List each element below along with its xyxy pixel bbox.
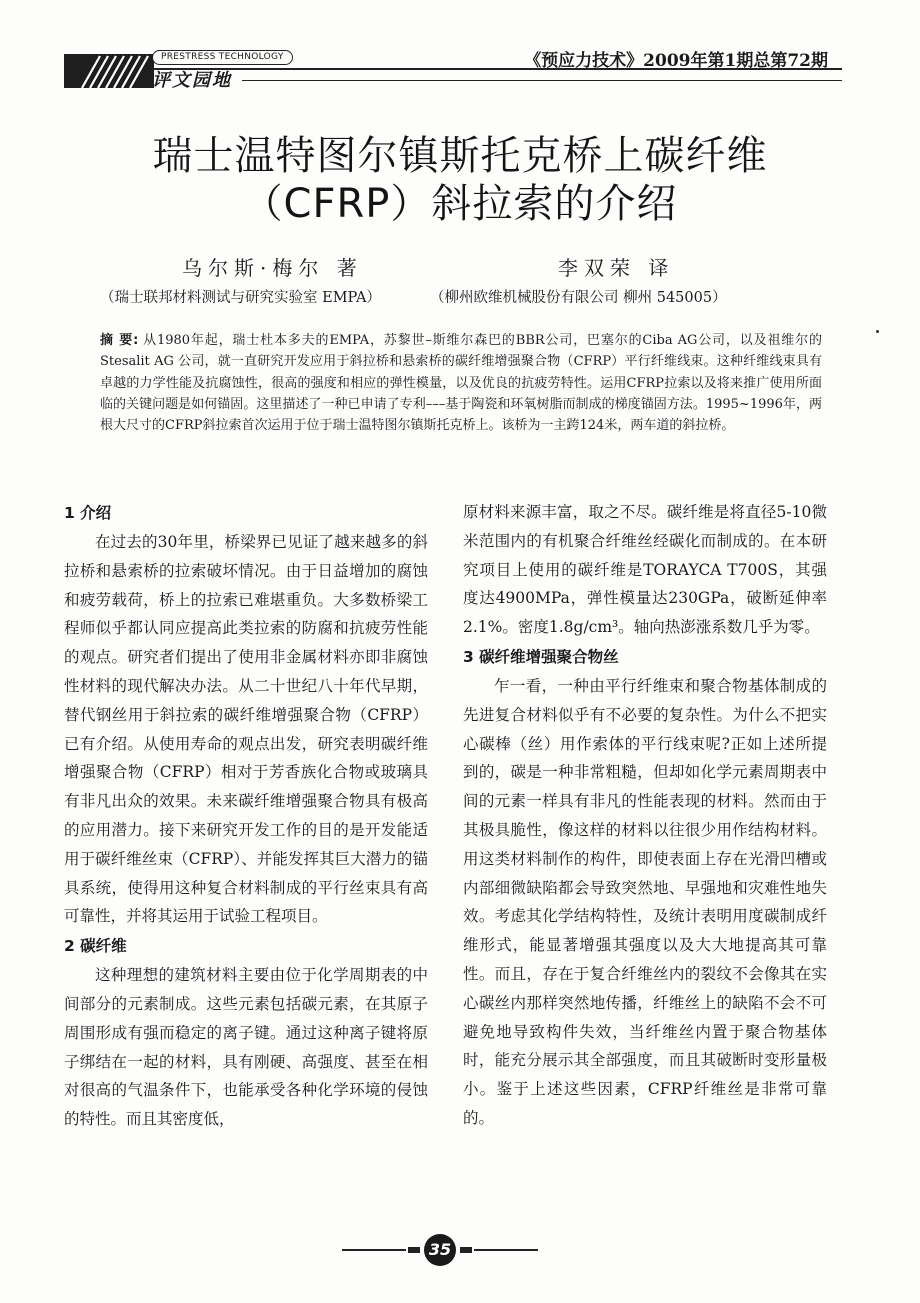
footer-rule-left xyxy=(342,1249,406,1251)
section-2-paragraph: 这种理想的建筑材料主要由位于化学周期表的中间部分的元素制成。这些元素包括碳元素，在其原子周围形成有强而稳定的离子键。通过这种离子键将原子绑结在一起的材料，具有刚硬、高强度、甚至在相对很高的气温条件下，也能承受各种化学环境的侵蚀的特性。而且其密度低， xyxy=(64,966,428,1129)
footer-dash-left xyxy=(408,1247,420,1253)
right-column xyxy=(463,498,827,1133)
page-number: 35 xyxy=(424,1234,456,1266)
translator-affiliation: （柳州欧维机械股份有限公司 柳州 545005） xyxy=(430,290,727,306)
author-name: 乌尔斯·梅尔 著 xyxy=(182,256,363,280)
section-1-paragraph: 在过去的30年里，桥梁界已见证了越来越多的斜拉桥和悬索桥的拉索破坏情况。由于日益增加的腐蚀和疲劳载荷，桥上的拉索已难堪重负。大多数桥梁工程师似乎都认同应提高此类拉索的防腐和抗疲劳性能的观点。研究者们提出了使用非金属材料亦即非腐蚀性材料的现代解决办法。从二十世纪八十年代早期，替代钢丝用于斜拉索的碳纤维增强聚合物（CFRP）已有介绍。从使用寿命的观点出发，研究表明碳纤维增强聚合物（CFRP）相对于芳香族化合物或玻璃具有非凡出众的效果。未来碳纤维增强聚合物具有极高的应用潜力。接下来研究开发工作的目的是开发能适用于碳纤维丝束（CFRP）、并能发挥其巨大潜力的锚具系统，使得用这种复合材料制成的平行丝束具有高可靠性，并将其运用于试验工程项目。 xyxy=(64,533,428,926)
column-banner-stripes xyxy=(64,54,154,88)
section-heading-2: 2 碳纤维 xyxy=(64,937,127,956)
section-2-paragraph-continued: 原材料来源丰富，取之不尽。碳纤维是将直径5-10微米范围内的有机聚合纤维丝经碳化而制成的。在本研究项目上使用的碳纤维是TORAYCA T700S，其强度达4900MPa，弹性模量达230GPa，破断延伸率2.1%。密度1.8g/cm³。轴向热澎涨系数几乎为零。 xyxy=(463,503,827,637)
header-rule-thin xyxy=(242,80,842,81)
left-column xyxy=(64,498,428,1134)
translator-name: 李双荣 译 xyxy=(558,256,675,280)
print-speck xyxy=(876,330,879,333)
abstract-text: 从1980年起，瑞士杜本多夫的EMPA，苏黎世–斯维尔森巴的BBR公司，巴塞尔的Ciba AG公司，以及祖维尔的Stesalit AG 公司，就一直研究开发应用于斜拉桥和悬索桥的碳纤维增强聚合物（CFRP）平行纤维线束。这种纤维线束具有卓越的力学性能及抗腐蚀性，很高的强度和相应的弹性模量，以及优良的抗疲劳特性。运用CFRP拉索以及将来推广使用所面临的关键问题是如何锚固。这里描述了一种已申请了专利–––基于陶瓷和环氧树脂而制成的梯度锚固方法。1995~1996年，两根大尺寸的CFRP斜拉索首次运用于位于瑞士温特图尔镇斯托克桥上。该桥为一主跨124米，两车道的斜拉桥。 xyxy=(100,333,822,434)
article-title-line-2: （CFRP）斜拉索的介绍 xyxy=(242,181,678,227)
abstract xyxy=(100,330,822,436)
section-heading-3: 3 碳纤维增强聚合物丝 xyxy=(463,647,619,666)
article-title-line-1: 瑞士温特图尔镇斯托克桥上碳纤维 xyxy=(152,133,768,179)
author-affiliation: （瑞士联邦材料测试与研究实验室 EMPA） xyxy=(100,290,381,306)
column-name: 评文园地 xyxy=(152,70,232,91)
footer-rule-right xyxy=(474,1249,538,1251)
section-heading-1: 1 介绍 xyxy=(64,504,112,522)
series-badge: PRESTRESS TECHNOLOGY xyxy=(152,50,293,65)
footer-dash-right xyxy=(460,1247,472,1253)
journal-issue: 《预应力技术》2009年第1期总第72期 xyxy=(524,51,828,71)
abstract-label: 摘 要: xyxy=(100,333,139,348)
section-3-paragraph: 乍一看，一种由平行纤维束和聚合物基体制成的先进复合材料似乎有不必要的复杂性。为什么不把实心碳棒（丝）用作索体的平行线束呢?正如上述所提到的，碳是一种非常粗糙，但却如化学元素周期表中间的元素一样具有非凡的性能表现的材料。然而由于其极具脆性，像这样的材料以往很少用作结构材料。用这类材料制作的构件，即使表面上存在光滑凹槽或内部细微缺陷都会导致突然地、早强地和灾难性地失效。考虑其化学结构特性，及统计表明用度碳制成纤维形式，能显著增强其强度以及大大地提高其可靠性。而且，存在于复合纤维丝内的裂纹不会像其在实心碳丝内那样突然地传播，纤维丝上的缺陷不会不可避免地导致构件失效，当纤维丝内置于聚合物基体时，能充分展示其全部强度，而且其破断时变形量极小。鉴于上述这些因素，CFRP纤维丝是非常可靠的。 xyxy=(463,676,827,1127)
